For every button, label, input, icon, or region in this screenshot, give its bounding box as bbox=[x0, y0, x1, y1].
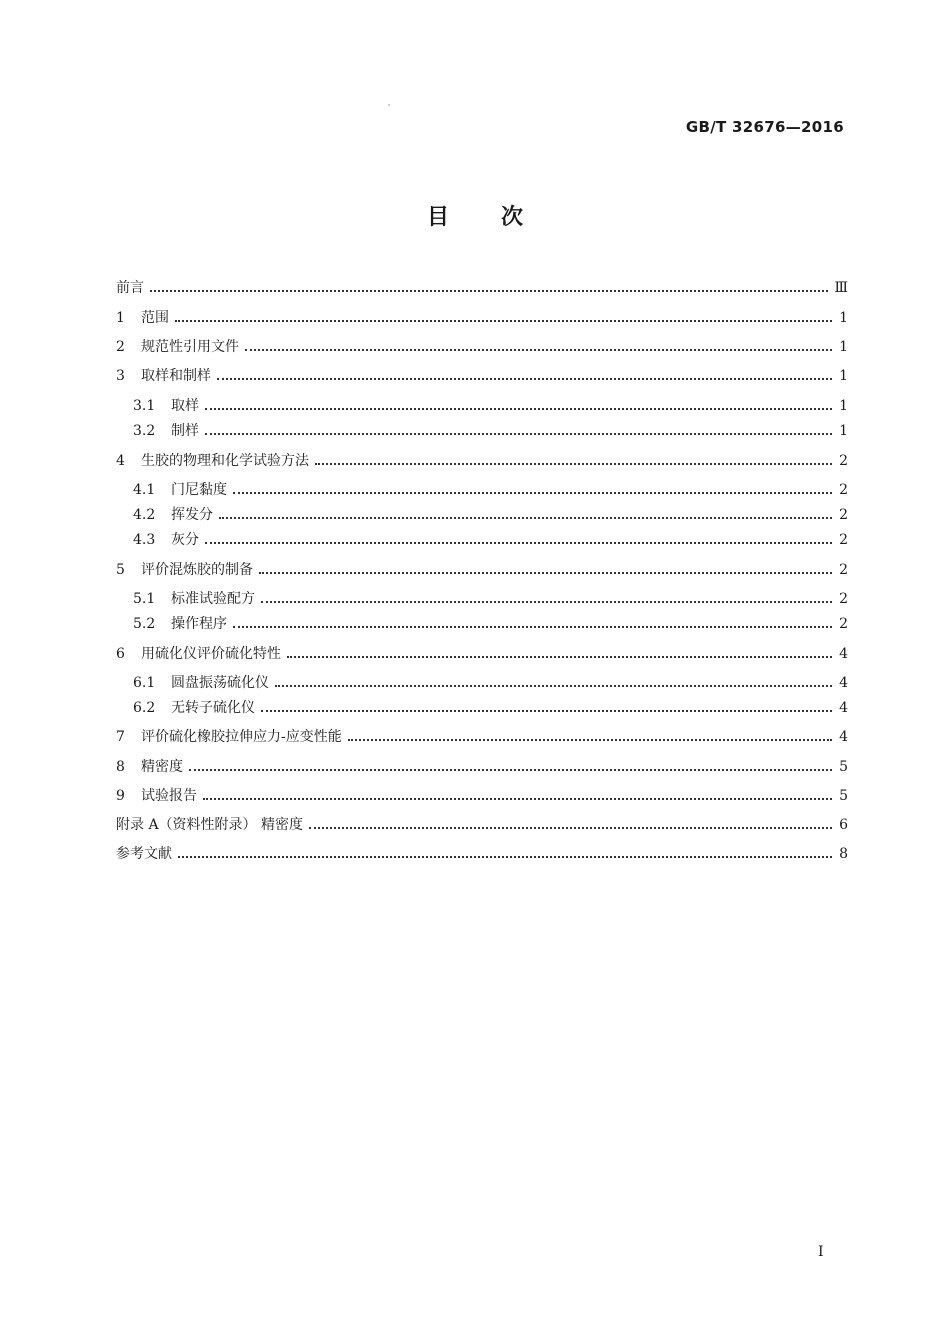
toc-entry-label: 无转子硫化仪 bbox=[171, 700, 255, 716]
toc-entry-label: 标准试验配方 bbox=[171, 591, 255, 607]
toc-entry-number: 1 bbox=[116, 310, 125, 326]
toc-entry-page: 2 bbox=[839, 532, 848, 548]
toc-entry-label: 挥发分 bbox=[171, 507, 213, 523]
title-char-2: 次 bbox=[501, 205, 524, 230]
toc-entry[interactable] bbox=[133, 613, 848, 635]
toc-entry-page: Ⅲ bbox=[834, 280, 848, 296]
toc-entry-label: 附录 A（资料性附录） 精密度 bbox=[116, 817, 304, 833]
toc-entry[interactable] bbox=[116, 307, 848, 329]
toc-entry-page: 4 bbox=[839, 675, 848, 691]
dot-leader bbox=[348, 739, 832, 741]
toc-entry-page: 1 bbox=[839, 423, 848, 439]
toc-entry-label: 参考文献 bbox=[116, 846, 172, 862]
toc-entry-label: 取样 bbox=[171, 398, 199, 414]
scan-speck bbox=[388, 104, 390, 106]
toc-entry-page: 1 bbox=[839, 368, 848, 384]
toc-entry[interactable] bbox=[133, 420, 848, 442]
toc-entry[interactable] bbox=[116, 559, 848, 581]
toc-entry-page: 5 bbox=[839, 759, 848, 775]
dot-leader bbox=[203, 798, 832, 800]
toc-entry-number: 3.1 bbox=[133, 398, 156, 414]
toc-entry-label: 评价混炼胶的制备 bbox=[141, 562, 253, 578]
toc-entry[interactable] bbox=[133, 588, 848, 610]
dot-leader bbox=[287, 656, 832, 658]
toc-entry-page: 1 bbox=[839, 398, 848, 414]
toc-entry-number: 3 bbox=[116, 368, 125, 384]
toc-entry[interactable] bbox=[116, 336, 848, 358]
toc-entry-label: 操作程序 bbox=[171, 616, 227, 632]
toc-entry-label: 试验报告 bbox=[141, 788, 197, 804]
toc-entry-page: 1 bbox=[839, 310, 848, 326]
toc-entry-number: 5.2 bbox=[133, 616, 156, 632]
dot-leader bbox=[233, 492, 832, 494]
toc-entry-page: 2 bbox=[839, 482, 848, 498]
toc-entry-label: 制样 bbox=[171, 423, 199, 439]
toc-entry[interactable] bbox=[133, 479, 848, 501]
toc-entry[interactable] bbox=[116, 643, 848, 665]
toc-entry-number: 5 bbox=[116, 562, 125, 578]
title-char-1: 目 bbox=[426, 205, 449, 230]
toc-entry-number: 6.2 bbox=[133, 700, 156, 716]
toc-entry[interactable] bbox=[116, 756, 848, 778]
toc-entry-page: 8 bbox=[839, 846, 848, 862]
toc-entry-page: 4 bbox=[839, 700, 848, 716]
toc-entry-number: 4.1 bbox=[133, 482, 156, 498]
toc-entry-number: 3.2 bbox=[133, 423, 156, 439]
toc-entry[interactable] bbox=[116, 450, 848, 472]
dot-leader bbox=[259, 572, 832, 574]
toc-entry-label: 规范性引用文件 bbox=[141, 339, 239, 355]
dot-leader bbox=[245, 349, 832, 351]
dot-leader bbox=[219, 517, 832, 519]
toc-entry-number: 8 bbox=[116, 759, 125, 775]
toc-entry-label: 评价硫化橡胶拉伸应力-应变性能 bbox=[141, 729, 342, 745]
dot-leader bbox=[205, 433, 832, 435]
toc-entry[interactable] bbox=[133, 672, 848, 694]
toc-entry-number: 9 bbox=[116, 788, 125, 804]
toc-entry-label: 精密度 bbox=[141, 759, 183, 775]
toc-entry[interactable] bbox=[116, 814, 848, 836]
page-folio: I bbox=[818, 1244, 824, 1260]
toc-entry[interactable] bbox=[133, 529, 848, 551]
toc-entry-number: 5.1 bbox=[133, 591, 156, 607]
dot-leader bbox=[150, 290, 828, 292]
toc-entry-page: 4 bbox=[839, 646, 848, 662]
dot-leader bbox=[261, 601, 832, 603]
dot-leader bbox=[233, 626, 832, 628]
toc-entry-label: 生胶的物理和化学试验方法 bbox=[141, 453, 309, 469]
toc-entry-page: 4 bbox=[839, 729, 848, 745]
dot-leader bbox=[315, 463, 832, 465]
toc-entry[interactable] bbox=[116, 277, 848, 299]
toc-entry[interactable] bbox=[116, 365, 848, 387]
toc-entry-label: 用硫化仪评价硫化特性 bbox=[141, 646, 281, 662]
dot-leader bbox=[205, 408, 832, 410]
toc-entry-number: 2 bbox=[116, 339, 125, 355]
toc-entry-page: 5 bbox=[839, 788, 848, 804]
dot-leader bbox=[189, 769, 832, 771]
toc-entry-page: 2 bbox=[839, 616, 848, 632]
standard-number: GB/T 32676—2016 bbox=[685, 118, 844, 136]
toc-entry-page: 2 bbox=[839, 507, 848, 523]
toc-entry-label: 灰分 bbox=[171, 532, 199, 548]
toc-entry[interactable] bbox=[116, 726, 848, 748]
toc-entry[interactable] bbox=[133, 504, 848, 526]
toc-entry-page: 2 bbox=[839, 562, 848, 578]
dot-leader bbox=[175, 320, 832, 322]
dot-leader bbox=[178, 856, 832, 858]
toc-entry-label: 圆盘振荡硫化仪 bbox=[171, 675, 269, 691]
toc-entry-number: 6 bbox=[116, 646, 125, 662]
toc-entry[interactable] bbox=[116, 785, 848, 807]
dot-leader bbox=[261, 710, 832, 712]
toc-entry-page: 1 bbox=[839, 339, 848, 355]
toc-entry-number: 4 bbox=[116, 453, 125, 469]
toc-entry-page: 2 bbox=[839, 453, 848, 469]
toc-entry-number: 6.1 bbox=[133, 675, 156, 691]
toc-entry-number: 7 bbox=[116, 729, 125, 745]
dot-leader bbox=[217, 378, 832, 380]
toc-entry-label: 前言 bbox=[116, 280, 144, 296]
dot-leader bbox=[275, 685, 832, 687]
toc-entry[interactable] bbox=[116, 843, 848, 865]
dot-leader bbox=[309, 827, 832, 829]
page-title bbox=[0, 200, 950, 231]
toc-entry-number: 4.3 bbox=[133, 532, 156, 548]
dot-leader bbox=[205, 542, 832, 544]
toc-entry[interactable] bbox=[133, 697, 848, 719]
toc-entry-label: 范围 bbox=[141, 310, 169, 326]
toc-entry-number: 4.2 bbox=[133, 507, 156, 523]
toc-entry-page: 6 bbox=[839, 817, 848, 833]
toc-entry[interactable] bbox=[133, 395, 848, 417]
toc-entry-label: 取样和制样 bbox=[141, 368, 211, 384]
toc-entry-label: 门尼黏度 bbox=[171, 482, 227, 498]
toc-entry-page: 2 bbox=[839, 591, 848, 607]
